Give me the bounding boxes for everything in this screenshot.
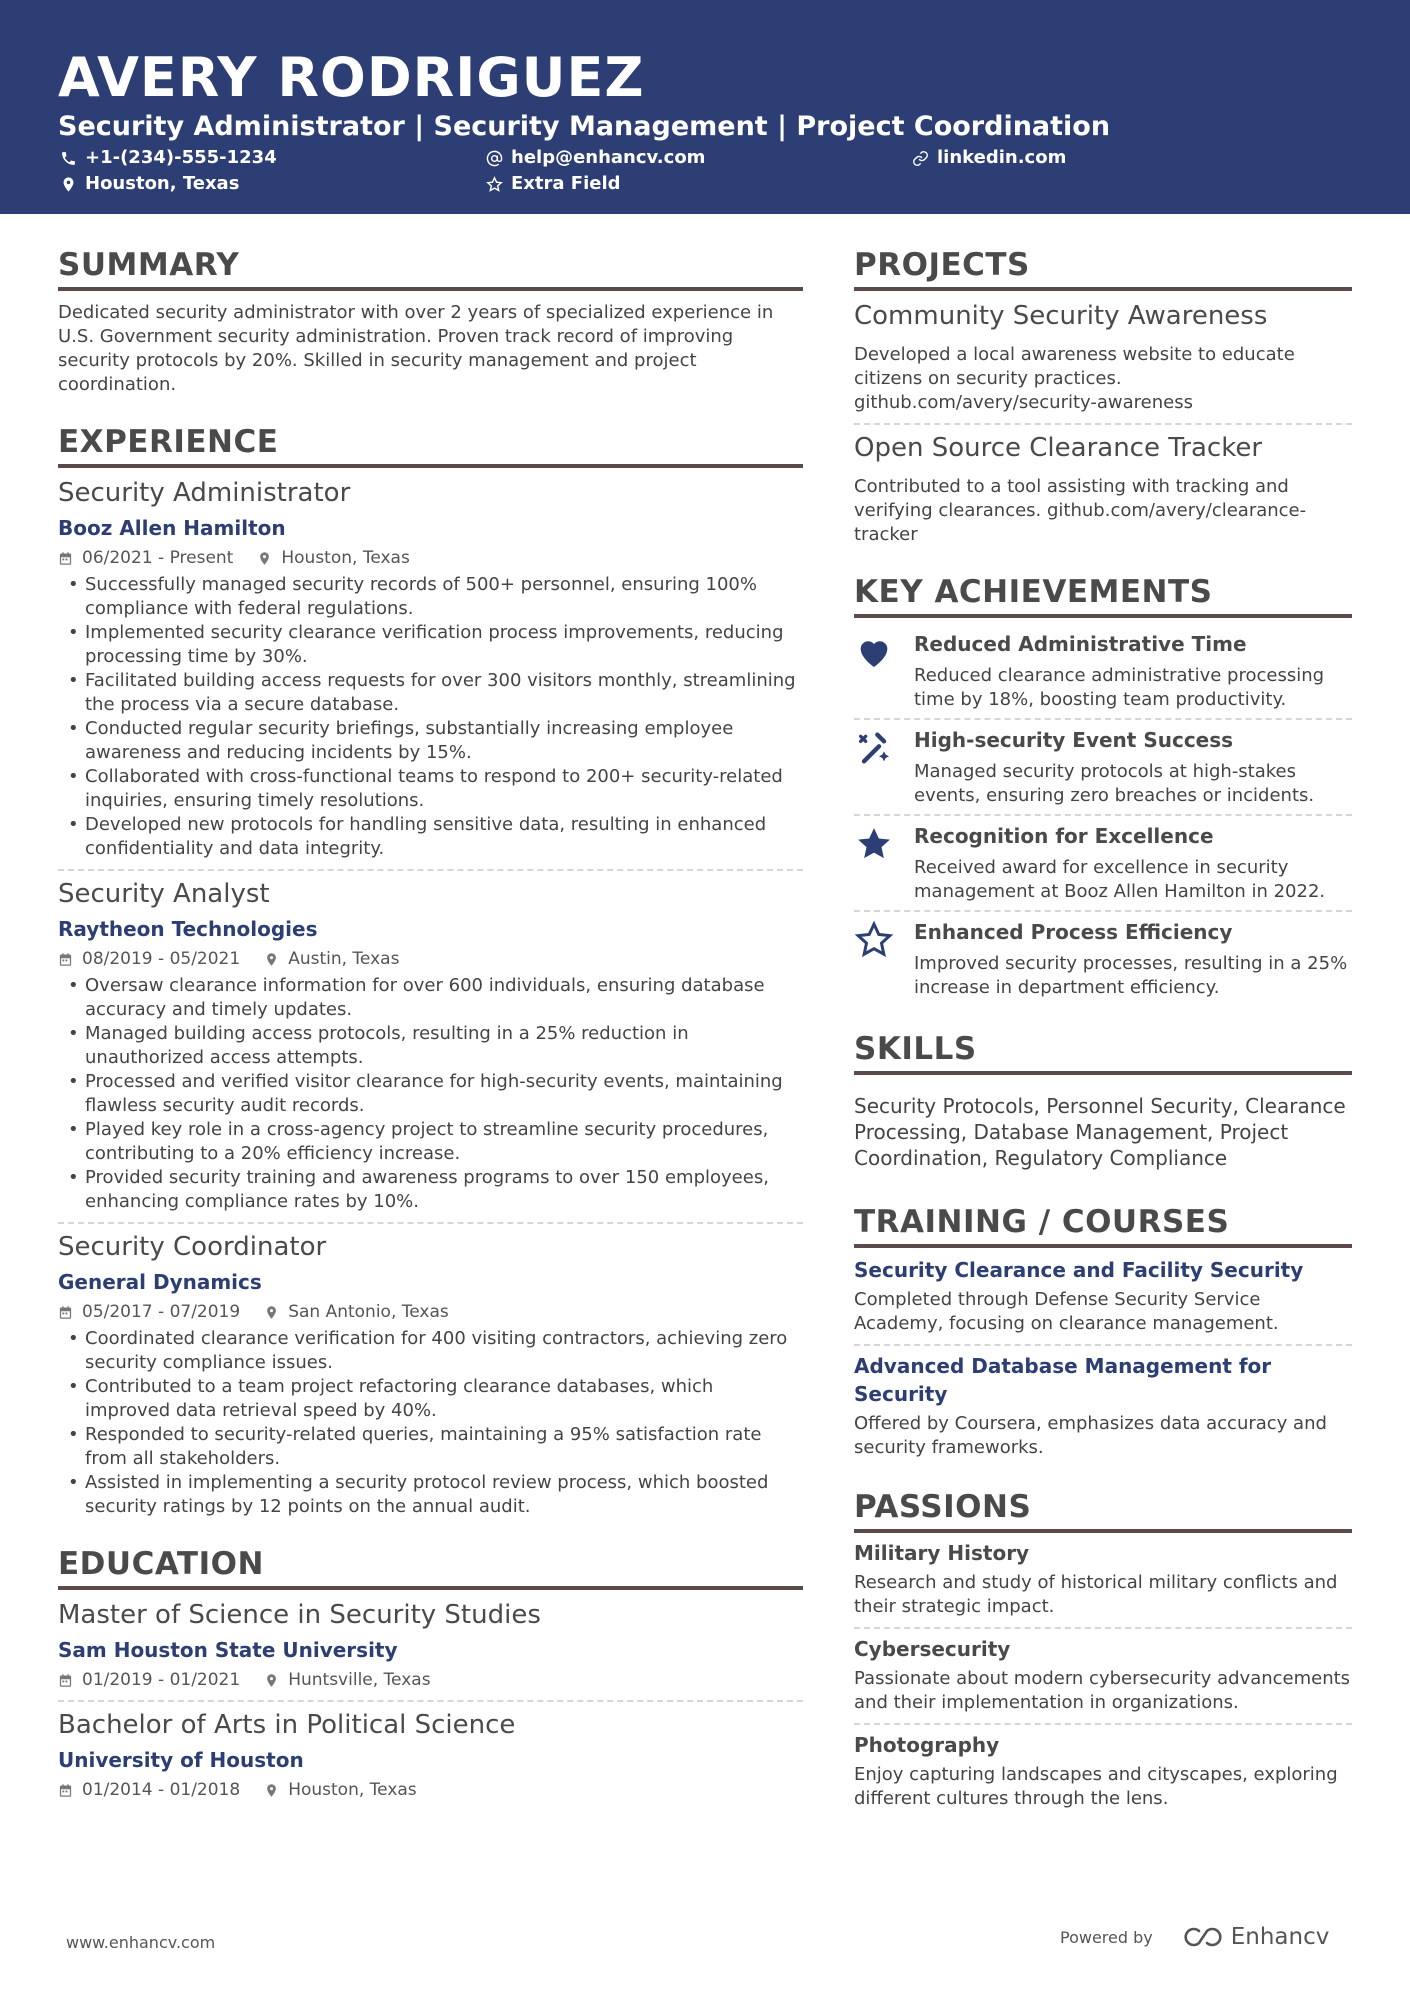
passion-description: Passionate about modern cybersecurity advancements and their implementation in organizations. xyxy=(854,1668,1351,1713)
achievements-section xyxy=(854,573,1352,1000)
achievement-description: Managed security protocols at high-stakes events, ensuring zero breaches or incidents. xyxy=(914,761,1315,806)
passion-name: Military History xyxy=(854,1541,1030,1565)
section-title-passions: PASSIONS xyxy=(854,1488,1352,1533)
bullet-item: • Facilitated building access requests for over 300 visitors monthly, streamlining the process via a secure database. xyxy=(58,669,803,717)
education-degree: Master of Science in Security Studies xyxy=(58,1600,541,1630)
course-description: Offered by Coursera, emphasizes data accuracy and security frameworks. xyxy=(854,1413,1327,1458)
divider xyxy=(58,1700,803,1702)
brand-name: Enhancv xyxy=(1230,1924,1330,1950)
education-meta xyxy=(58,1668,803,1692)
footer-powered-by xyxy=(1060,1924,1329,1950)
passion-name: Photography xyxy=(854,1733,1000,1757)
location-pin-icon xyxy=(60,176,77,193)
bullet-item: • Collaborated with cross-functional teams to respond to 200+ security-related inquiries, ensuring timely resolutions. xyxy=(58,765,803,813)
bullet-item: • Contributed to a team project refactoring clearance databases, which improved data retrieval speed by 40%. xyxy=(58,1375,803,1423)
bullet-item: • Successfully managed security records of 500+ personnel, ensuring 100% compliance with federal regulations. xyxy=(58,573,803,621)
section-title-summary: SUMMARY xyxy=(58,246,803,291)
project-name: Community Security Awareness xyxy=(854,301,1268,331)
education-location: Huntsville, Texas xyxy=(264,1668,430,1692)
summary-text: Dedicated security administrator with over 2 years of specialized experience in U.S. Government security administration. Proven track record of improving security protocols by 20%. Skilled in security management and project coordination. xyxy=(58,302,774,395)
job-role: Security Coordinator xyxy=(58,1232,327,1262)
footer-website[interactable]: www.enhancv.com xyxy=(66,1933,216,1952)
course-name: Advanced Database Management for Security xyxy=(854,1354,1272,1406)
achievement-title: Reduced Administrative Time xyxy=(914,632,1247,656)
divider xyxy=(854,910,1352,912)
education-entry xyxy=(58,1708,803,1802)
achievement-item xyxy=(854,918,1352,1000)
job-location: Austin, Texas xyxy=(264,947,399,971)
divider xyxy=(854,718,1352,720)
project-name: Open Source Clearance Tracker xyxy=(854,433,1263,463)
project-description: Developed a local awareness website to educate citizens on security practices. github.com/avery/security-awareness xyxy=(854,344,1295,413)
divider xyxy=(854,1344,1352,1346)
linkedin-text: linkedin.com xyxy=(937,147,1067,168)
section-title-education: EDUCATION xyxy=(58,1545,803,1590)
section-title-training: TRAINING / COURSES xyxy=(854,1203,1352,1248)
job-meta xyxy=(58,947,803,971)
bullet-item: • Implemented security clearance verification process improvements, reducing processing time by 30%. xyxy=(58,621,803,669)
achievement-item xyxy=(854,630,1352,712)
bullet-item: • Processed and verified visitor clearance for high-security events, maintaining flawless security audit records. xyxy=(58,1070,803,1118)
star-solid-icon xyxy=(854,824,894,864)
phone-icon xyxy=(60,150,77,167)
bullet-item: • Oversaw clearance information for over 600 individuals, ensuring database accuracy and timely updates. xyxy=(58,974,803,1022)
star-outline-icon xyxy=(854,920,894,960)
location-pin-icon xyxy=(264,1673,279,1688)
experience-entry xyxy=(58,476,803,861)
job-company: General Dynamics xyxy=(58,1270,262,1294)
divider xyxy=(854,423,1352,425)
education-section xyxy=(58,1545,803,1802)
divider xyxy=(58,869,803,871)
achievement-title: Enhanced Process Efficiency xyxy=(914,920,1233,944)
location-text: Houston, Texas xyxy=(85,173,240,194)
section-title-projects: PROJECTS xyxy=(854,246,1352,291)
achievement-title: High-security Event Success xyxy=(914,728,1234,752)
star-icon xyxy=(486,176,503,193)
achievement-item xyxy=(854,822,1352,904)
divider xyxy=(854,1627,1352,1629)
powered-by-label: Powered by xyxy=(1060,1927,1153,1947)
job-company: Booz Allen Hamilton xyxy=(58,516,286,540)
job-meta xyxy=(58,546,803,570)
skills-text: Security Protocols, Personnel Security, Clearance Processing, Database Management, Project Coordination, Regulatory Compliance xyxy=(854,1094,1346,1170)
calendar-icon xyxy=(58,1783,73,1798)
resume-header xyxy=(0,0,1410,214)
calendar-icon xyxy=(58,952,73,967)
job-location: San Antonio, Texas xyxy=(264,1300,449,1324)
project-description: Contributed to a tool assisting with tracking and verifying clearances. github.com/avery/clearance-tracker xyxy=(854,476,1307,545)
job-role: Security Administrator xyxy=(58,478,351,508)
job-dates: 08/2019 - 05/2021 xyxy=(58,947,240,971)
calendar-icon xyxy=(58,1305,73,1320)
training-section xyxy=(854,1203,1352,1460)
heart-icon xyxy=(854,632,894,672)
contact-extra xyxy=(486,172,621,196)
achievement-item xyxy=(854,726,1352,808)
extra-text: Extra Field xyxy=(511,173,621,194)
course-name: Security Clearance and Facility Security xyxy=(854,1258,1304,1282)
experience-entry xyxy=(58,1230,803,1519)
email-text: help@enhancv.com xyxy=(511,147,706,168)
bullet-item: • Played key role in a cross-agency project to streamline security procedures, contributing to a 20% efficiency increase. xyxy=(58,1118,803,1166)
skills-section xyxy=(854,1030,1352,1171)
location-pin-icon xyxy=(264,1783,279,1798)
bullet-item: • Provided security training and awareness programs to over 150 employees, enhancing compliance rates by 10%. xyxy=(58,1166,803,1214)
passion-description: Enjoy capturing landscapes and cityscapes, exploring different cultures through the lens. xyxy=(854,1764,1338,1809)
education-school: University of Houston xyxy=(58,1748,304,1772)
course-description: Completed through Defense Security Service Academy, focusing on clearance management. xyxy=(854,1289,1279,1334)
bullet-item: • Managed building access protocols, resulting in a 25% reduction in unauthorized access attempts. xyxy=(58,1022,803,1070)
divider xyxy=(854,814,1352,816)
right-column xyxy=(854,246,1352,1811)
passions-section xyxy=(854,1488,1352,1811)
education-entry xyxy=(58,1598,803,1692)
wand-icon xyxy=(854,728,894,768)
job-location: Houston, Texas xyxy=(257,546,409,570)
enhancv-logo[interactable] xyxy=(1179,1924,1330,1950)
projects-section xyxy=(854,246,1352,547)
link-icon xyxy=(912,150,929,167)
location-pin-icon xyxy=(264,952,279,967)
job-dates: 06/2021 - Present xyxy=(58,546,233,570)
job-bullets xyxy=(58,1327,803,1519)
bullet-item: • Conducted regular security briefings, substantially increasing employee awareness and reducing incidents by 15%. xyxy=(58,717,803,765)
experience-entry xyxy=(58,877,803,1214)
education-dates: 01/2019 - 01/2021 xyxy=(58,1668,240,1692)
bullet-item: • Responded to security-related queries, maintaining a 95% satisfaction rate from all stakeholders. xyxy=(58,1423,803,1471)
candidate-name: AVERY RODRIGUEZ xyxy=(58,46,645,109)
achievement-title: Recognition for Excellence xyxy=(914,824,1214,848)
divider xyxy=(58,1222,803,1224)
achievement-description: Improved security processes, resulting in a 25% increase in department efficiency. xyxy=(914,953,1348,998)
section-title-experience: EXPERIENCE xyxy=(58,423,803,468)
at-icon xyxy=(486,150,503,167)
education-degree: Bachelor of Arts in Political Science xyxy=(58,1710,516,1740)
passion-name: Cybersecurity xyxy=(854,1637,1011,1661)
contact-phone[interactable] xyxy=(60,146,277,170)
section-title-achievements: KEY ACHIEVEMENTS xyxy=(854,573,1352,618)
job-bullets xyxy=(58,573,803,861)
section-title-skills: SKILLS xyxy=(854,1030,1352,1075)
achievement-description: Reduced clearance administrative processing time by 18%, boosting team productivity. xyxy=(914,665,1325,710)
divider xyxy=(854,1723,1352,1725)
calendar-icon xyxy=(58,551,73,566)
contact-email[interactable] xyxy=(486,146,705,170)
job-role: Security Analyst xyxy=(58,879,270,909)
education-school: Sam Houston State University xyxy=(58,1638,398,1662)
enhancv-logo-icon xyxy=(1179,1924,1225,1950)
left-column xyxy=(58,246,803,1802)
experience-section xyxy=(58,423,803,1519)
calendar-icon xyxy=(58,1673,73,1688)
contact-location xyxy=(60,172,239,196)
passion-description: Research and study of historical military conflicts and their strategic impact. xyxy=(854,1572,1338,1617)
phone-text: +1-(234)-555-1234 xyxy=(85,147,277,168)
bullet-item: • Developed new protocols for handling sensitive data, resulting in enhanced confidentiality and data integrity. xyxy=(58,813,803,861)
education-location: Houston, Texas xyxy=(264,1778,416,1802)
summary-section xyxy=(58,246,803,397)
education-meta xyxy=(58,1778,803,1802)
contact-linkedin[interactable] xyxy=(912,146,1066,170)
job-company: Raytheon Technologies xyxy=(58,917,318,941)
job-bullets xyxy=(58,974,803,1214)
location-pin-icon xyxy=(257,551,272,566)
candidate-title: Security Administrator | Security Management | Project Coordination xyxy=(58,111,1111,142)
achievement-description: Received award for excellence in security management at Booz Allen Hamilton in 2022. xyxy=(914,857,1326,902)
bullet-item: • Assisted in implementing a security protocol review process, which boosted security ratings by 12 points on the annual audit. xyxy=(58,1471,803,1519)
bullet-item: • Coordinated clearance verification for 400 visiting contractors, achieving zero security compliance issues. xyxy=(58,1327,803,1375)
job-dates: 05/2017 - 07/2019 xyxy=(58,1300,240,1324)
education-dates: 01/2014 - 01/2018 xyxy=(58,1778,240,1802)
location-pin-icon xyxy=(264,1305,279,1320)
job-meta xyxy=(58,1300,803,1324)
